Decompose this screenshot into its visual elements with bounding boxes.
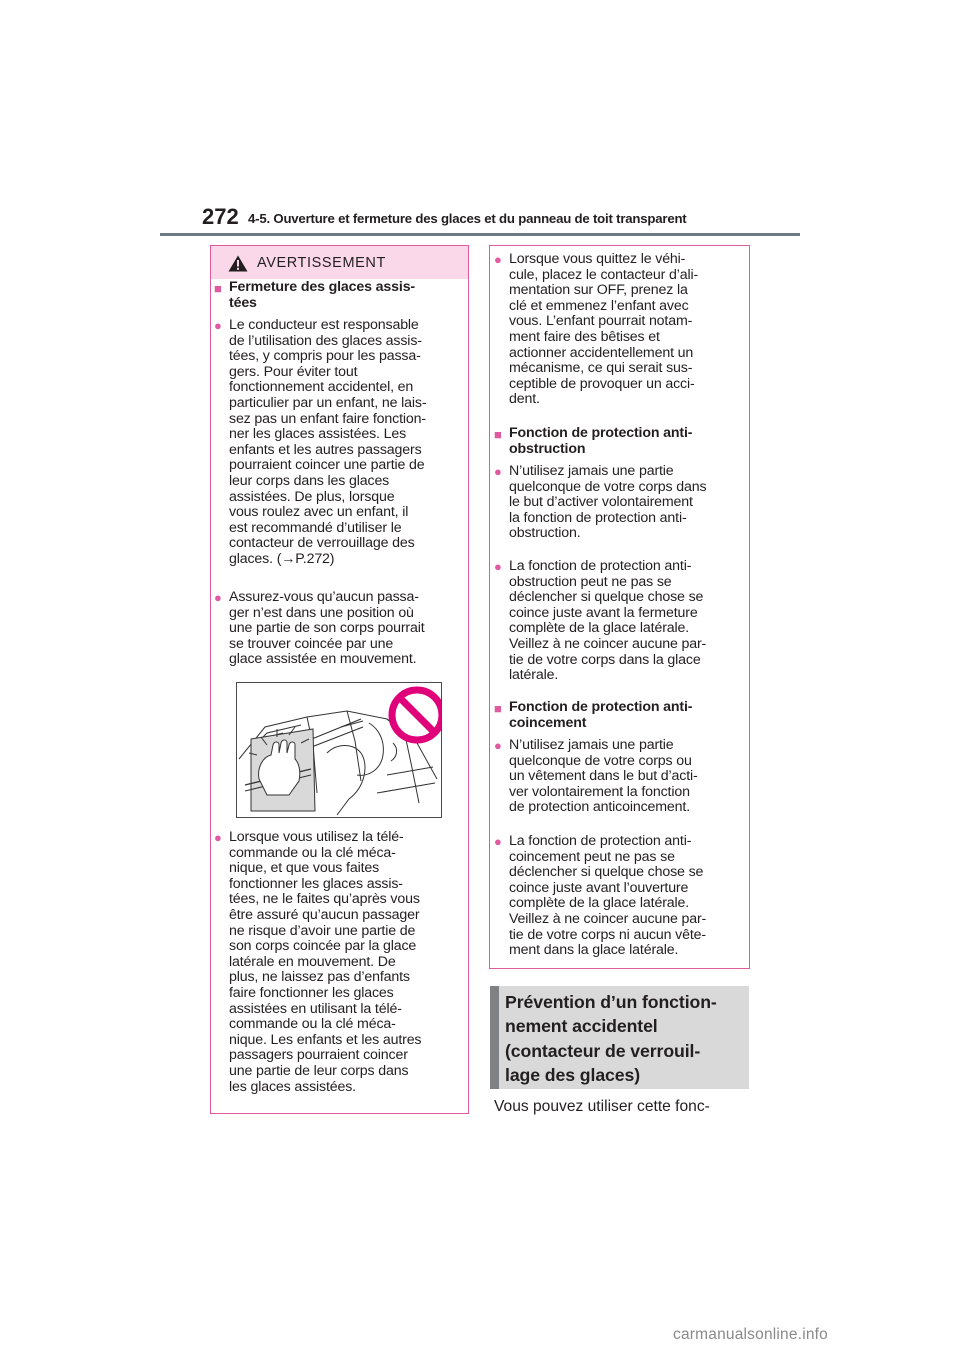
bullet-marker: ● — [494, 252, 502, 267]
text-line: tie de votre corps dans la glace — [509, 651, 701, 668]
text-line: coince juste avant l’ouverture — [509, 879, 689, 896]
text-line: tées, ne le faites qu’après vous — [229, 891, 420, 908]
section-title: 4-5. Ouverture et fermeture des glaces et du panneau de toit transparent — [248, 211, 687, 226]
text-line: fonctionnement accidentel, en — [229, 379, 414, 396]
body-paragraph: Vous pouvez utiliser cette fonc- — [494, 1098, 710, 1115]
text-line: ver volontairement la fonction — [509, 783, 690, 800]
text-line: être assuré qu’aucun passager — [229, 906, 420, 923]
text-line: pourraient coincer une partie de — [229, 457, 425, 474]
section-heading-bar — [490, 986, 499, 1089]
text-line: un vêtement dans le but d’acti- — [509, 768, 698, 785]
text-line: plus, ne laissez pas d’enfants — [229, 969, 410, 986]
text-line: glace assistée en mouvement. — [229, 651, 417, 668]
bullet-telecommande — [214, 829, 422, 1095]
heading-line: nement accidentel — [505, 1016, 658, 1037]
text-line: ger n’est dans une position où — [229, 604, 414, 621]
text-line: ner les glaces assistées. Les — [229, 426, 407, 443]
warning-illustration — [236, 682, 442, 818]
page-header — [160, 204, 800, 236]
bullet-conducteur — [214, 317, 427, 568]
bullet-marker: ● — [214, 830, 222, 845]
page-number: 272 — [202, 204, 239, 229]
text-line: mécanisme, ce qui serait sus- — [509, 360, 693, 377]
text-line: Le conducteur est responsable — [229, 317, 419, 333]
heading-line: tées — [229, 294, 257, 311]
text-line: faire fonctionner les glaces — [229, 984, 394, 1001]
text-line: nique. Les enfants et les autres — [229, 1031, 422, 1048]
text-line: N’utilisez jamais une partie — [509, 463, 674, 479]
warning-triangle-icon — [228, 255, 248, 272]
text-line: N’utilisez jamais une partie — [509, 737, 674, 753]
text-line: obstruction. — [509, 525, 581, 542]
bullet-anticoincement-2 — [494, 833, 707, 959]
text-line: Veillez à ne coincer aucune par- — [509, 635, 707, 652]
text-line: cule, placez le contacteur d’ali- — [509, 266, 699, 283]
section-heading — [505, 990, 717, 1087]
text-line: nique, et que vous faites — [229, 860, 380, 877]
header-rule — [160, 233, 800, 236]
bullet-assurez-vous — [214, 589, 425, 668]
text-line: coincement peut ne pas se — [509, 848, 675, 865]
text-line: ment dans la glace latérale. — [509, 942, 679, 959]
heading-line: Fonction de protection anti- — [509, 425, 693, 441]
text-line: quelconque de votre corps ou — [509, 752, 692, 769]
text-line: assistées en utilisant la télé- — [229, 1000, 402, 1017]
text-line: les glaces assistées. — [229, 1078, 356, 1095]
text-line: Veillez à ne coincer aucune par- — [509, 910, 707, 927]
bullet-marker: ● — [494, 559, 502, 574]
text-line: clé et emmenez l’enfant avec — [509, 297, 689, 314]
text-line: la fonction de protection anti- — [509, 509, 687, 526]
text-line: latérale. — [509, 667, 559, 684]
text-line: particulier par un enfant, ne lais- — [229, 394, 427, 411]
text-line: actionner accidentellement un — [509, 344, 694, 361]
warning-title: AVERTISSEMENT — [257, 255, 386, 271]
heading-fermeture — [214, 279, 416, 311]
text-line: une partie de son corps pourrait — [229, 620, 425, 637]
bullet-antiobstruction-1 — [494, 463, 707, 542]
text-line: ceptible de provoquer un acci- — [509, 375, 695, 392]
text-line: tées, y compris pour les passa- — [229, 348, 421, 365]
heading-line: (contacteur de verrouil- — [505, 1040, 701, 1061]
warning-header — [211, 246, 468, 279]
text-line: enfants et les autres passagers — [229, 441, 422, 458]
text-line: Assurez-vous qu’aucun passa- — [229, 589, 419, 605]
watermark: carmanualsonline.info — [673, 1326, 828, 1343]
heading-line: lage des glaces) — [505, 1064, 641, 1085]
text-line: Lorsque vous utilisez la télé- — [229, 829, 404, 845]
heading-antiobstruction — [494, 425, 693, 457]
text-line: se trouver coincée par une — [229, 635, 394, 652]
text-line: complète de la glace latérale. — [509, 620, 690, 637]
text-line: tie de votre corps ni aucun vête- — [509, 926, 706, 943]
square-marker: ■ — [214, 281, 222, 296]
heading-line: coincement — [509, 714, 587, 731]
bullet-quittez — [494, 251, 699, 408]
text-line: assistées. De plus, lorsque — [229, 488, 395, 505]
text-line: vous roulez avec un enfant, il — [229, 504, 409, 521]
text-line: dent. — [509, 391, 540, 408]
text-line: gers. Pour éviter tout — [229, 363, 358, 380]
bullet-marker: ● — [214, 318, 222, 333]
text-line: commande ou la clé méca- — [229, 1016, 396, 1033]
text-line: vous. L’enfant pourrait notam- — [509, 313, 693, 330]
bullet-marker: ● — [214, 590, 222, 605]
section-heading-block — [490, 986, 749, 1089]
text-line: déclencher si quelque chose se — [509, 589, 704, 606]
window-pinch-drawing — [237, 683, 441, 817]
text-line: quelconque de votre corps dans — [509, 478, 707, 495]
text-line: déclencher si quelque chose se — [509, 864, 704, 881]
bullet-antiobstruction-2 — [494, 558, 707, 684]
bullet-marker: ● — [494, 738, 502, 753]
text-line: La fonction de protection anti- — [509, 833, 692, 849]
text-line: glaces. (→P.272) — [229, 550, 335, 567]
text-line: fonctionner les glaces assis- — [229, 875, 403, 892]
text-line: coince juste avant la fermeture — [509, 604, 698, 621]
text-line: contacteur de verrouillage des — [229, 535, 415, 552]
bullet-marker: ● — [494, 834, 502, 849]
text-line: obstruction peut ne pas se — [509, 573, 672, 590]
text-line: commande ou la clé méca- — [229, 844, 396, 861]
text-line: une partie de leur corps dans — [229, 1062, 409, 1079]
heading-line: Prévention d’un fonction- — [505, 992, 717, 1012]
text-line: La fonction de protection anti- — [509, 558, 692, 574]
square-marker: ■ — [494, 701, 502, 716]
text-line: le but d’activer volontairement — [509, 494, 693, 511]
text-line: passagers pourraient coincer — [229, 1047, 408, 1064]
heading-line: obstruction — [509, 440, 586, 457]
text-line: mentation sur OFF, prenez la — [509, 282, 688, 299]
text-line: son corps coincée par la glace — [229, 938, 417, 955]
text-line: sez pas un enfant faire fonction- — [229, 410, 426, 427]
heading-line: Fermeture des glaces assis- — [229, 279, 416, 295]
bullet-anticoincement-1 — [494, 737, 698, 816]
text-line: complète de la glace latérale. — [509, 895, 690, 912]
text-line: latérale en mouvement. De — [229, 953, 396, 970]
text-line: leur corps dans les glaces — [229, 472, 390, 489]
text-line: ne risque d’avoir une partie de — [229, 922, 416, 939]
square-marker: ■ — [494, 427, 502, 442]
text-line: de l’utilisation des glaces assis- — [229, 332, 422, 349]
text-line: est recommandé d’utiliser le — [229, 519, 402, 536]
text-line: Lorsque vous quittez le véhi- — [509, 251, 686, 267]
bullet-marker: ● — [494, 464, 502, 479]
text-line: ment faire des bêtises et — [509, 328, 660, 345]
heading-line: Fonction de protection anti- — [509, 699, 693, 715]
text-line: de protection anticoincement. — [509, 799, 690, 816]
heading-anticoincement — [494, 699, 693, 731]
